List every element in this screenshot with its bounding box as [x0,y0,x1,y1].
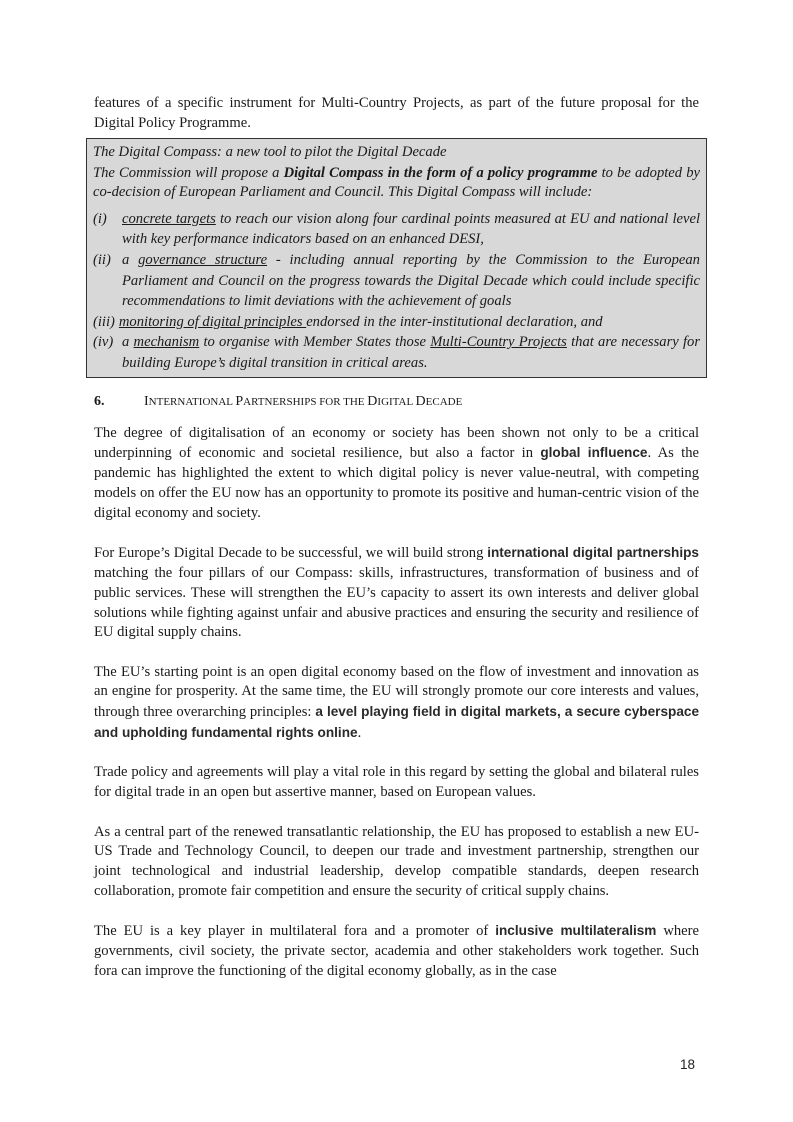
p1-post: . As the pandemic has highlighted the extent to which digital policy is never value-neutral, with competing models on offer the EU now has an opportunity to promote its positive and human-centric vision of the digital economy and society. [94,445,699,521]
box-item-number: (iv) [93,334,114,351]
paragraph-5: As a central part of the renewed transatlantic relationship, the EU has proposed to establish a new EU-US Trade and Technology Council, to deepen our trade and investment partnership, strengthen our joint technological and industrial leadership, develop compatible standards, deepen research collaboration, promote fair competition and ensure the security of critical supply chains. [94,823,699,900]
box-item-pre: a [122,334,134,351]
document-page [94,94,699,982]
section-title-part: I [144,393,149,409]
box-item-number: (i) [93,210,107,227]
section-title-part: ARTNERSHIPS FOR THE [243,395,368,408]
p3-sep-2: and [94,725,122,741]
p2-bold: international digital partnerships [487,545,699,561]
box-item-text [119,312,700,333]
p3-post: . [357,725,362,742]
section-number: 6. [94,393,105,409]
box-item-post: endorsed in the inter-institutional declaration, and [306,313,603,330]
box-item-post: to reach our vision along four cardinal points measured at EU and national level with key performance indicators based on an enhanced DESI, [122,210,701,248]
box-item-post: - including annual reporting by the Commission to the European Parliament and Council on the progress towards the Digital Decade which could include specific recommendations to limit deviations with the achievement of goals [122,251,700,310]
p3-pre: The EU’s starting point is an open digital economy based on the flow of investment and innovation as an engine for prosperity. At the same time, the EU will strongly promote our core interests and values, through three overarching principles: [94,663,699,721]
section-title-part: IGITAL [377,395,416,408]
p3-sep-1: , [556,704,565,720]
p3-bold-2: a secure cyberspace [564,704,700,720]
intro-paragraph: features of a specific instrument for Multi-Country Projects, as part of the future proposal for the Digital Policy Programme. [94,95,699,131]
p6-bold: inclusive multilateralism [495,923,657,939]
p1-bold: global influence [540,445,648,461]
section-title [144,392,462,412]
paragraph-1 [94,424,699,524]
box-lead-pre: The Commission will propose a [93,164,284,181]
box-item-1 [93,209,700,250]
page-number: 18 [680,1057,696,1072]
box-item-link[interactable]: monitoring of digital principles [118,313,307,330]
box-item-2 [93,250,700,312]
paragraph-3 [94,663,699,744]
section-title-part: NTERNATIONAL [148,395,236,408]
box-item-text [122,332,700,373]
box-item-mid: to organise with Member States those [199,334,431,351]
p6-pre: The EU is a key player in multilateral fora and a promoter of [94,923,496,940]
p3-bold-1: a level playing field in digital markets [315,704,557,720]
p1-pre: The degree of digitalisation of an economy or society has been shown not only to be a critical underpinning of economic and societal resilience, but also a factor in [94,424,699,462]
paragraph-4: Trade policy and agreements will play a vital role in this regard by setting the global and bilateral rules for digital trade in an open but assertive manner, based on European values. [94,764,699,801]
p2-pre: For Europe’s Digital Decade to be successful, we will build strong [94,545,488,562]
section-title-part: D [415,393,426,409]
p3-bold-3: upholding fundamental rights online [121,725,358,741]
box-item-text [122,209,700,250]
box-item-link-2[interactable]: Multi-Country Projects [430,334,567,351]
paragraph-6 [94,921,699,981]
p6-post: where governments, civil society, the private sector, academia and other stakeholders work together. Such fora can improve the functioning of the digital economy globally, as in the case [94,923,699,980]
p2-post: matching the four pillars of our Compass: skills, infrastructures, transformation of business and of public services. These will strengthen the EU’s capacity to assert its own interests and deliver global solutions while fighting against unfair and abusive practices and ensuring the security and resilience of EU digital supply chains. [94,564,699,641]
box-item-number: (ii) [93,251,111,268]
box-item-pre: a [122,251,139,268]
section-title-part: ECADE [425,395,463,408]
box-item-list [93,209,700,374]
section-heading [94,392,699,412]
digital-compass-box [86,138,707,378]
box-item-post: that are necessary for building Europe’s digital transition in critical areas. [122,334,701,371]
box-title: The Digital Compass: a new tool to pilot the Digital Decade [93,143,447,160]
box-lead-bold: Digital Compass in the form of a policy programme [283,164,598,181]
section-title-part: P [235,393,244,409]
box-item-number: (iii) [93,313,115,330]
box-lead-paragraph [93,164,700,203]
box-item-4 [93,332,700,373]
box-lead-post: to be adopted by co-decision of European Parliament and Council. This Digital Compass will include: [93,164,701,201]
paragraph-2 [94,543,699,643]
section-title-part: D [367,393,378,409]
box-item-link[interactable]: governance structure [138,251,268,268]
box-item-link[interactable]: mechanism [133,334,200,351]
box-item-link[interactable]: concrete targets [122,210,216,227]
box-item-text [122,250,700,312]
box-item-3 [93,312,700,333]
